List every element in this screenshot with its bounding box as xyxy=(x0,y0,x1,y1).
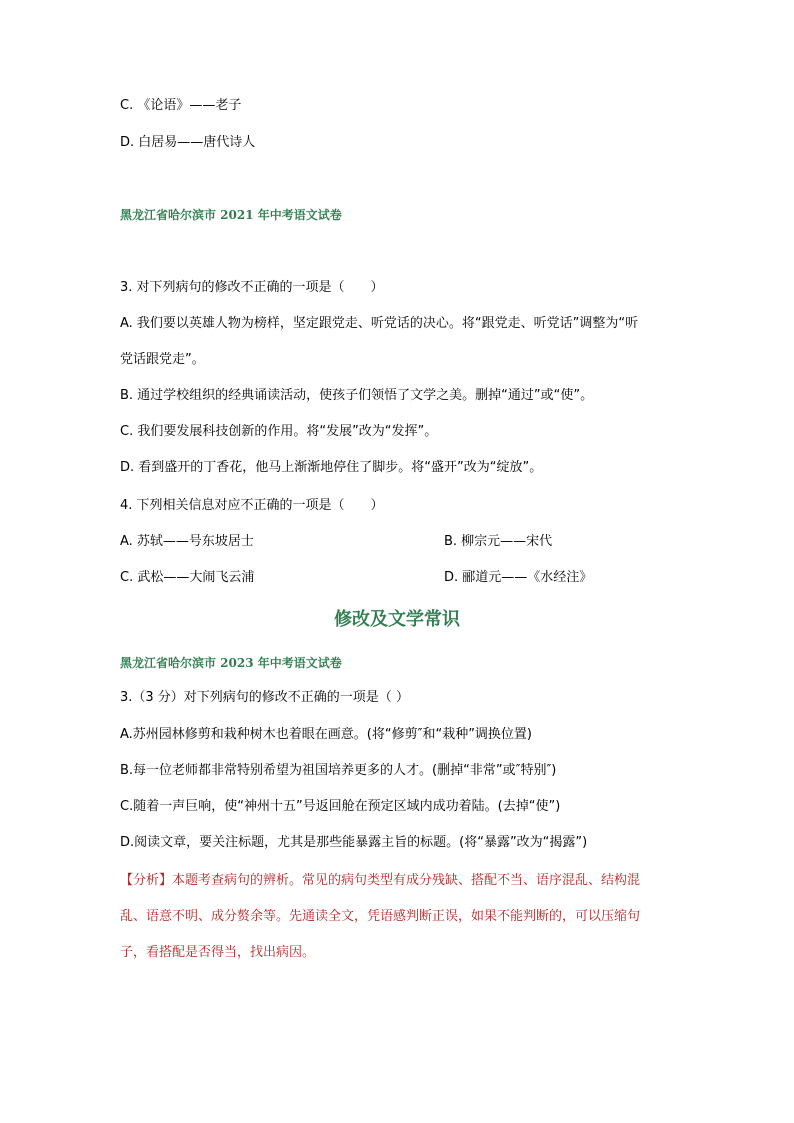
q3-2023-option-a: A.苏州园林修剪和栽种树木也着眼在画意。(将“修剪″和“栽种”调换位置) xyxy=(120,727,533,742)
q4-option-c: C. 武松——大闹飞云浦 xyxy=(120,570,255,585)
q3-2023-option-c: C.随着一声巨响，使“神州十五”号返回舱在预定区域内成功着陆。(去掉“使”) xyxy=(120,799,561,814)
q4-option-b: B. 柳宗元——宋代 xyxy=(444,534,553,549)
source-2023: 黑龙江省哈尔滨市 2023 年中考语文试卷 xyxy=(120,656,342,670)
q3-option-d: D. 看到盛开的丁香花，他马上渐渐地停住了脚步。将“盛开”改为“绽放”。 xyxy=(120,460,543,475)
option-d-line: D. 白居易——唐代诗人 xyxy=(120,135,256,150)
q3-option-b: B. 通过学校组织的经典诵读活动，使孩子们领悟了文学之美。删掉“通过”或“使”。 xyxy=(120,388,594,403)
source-2021: 黑龙江省哈尔滨市 2021 年中考语文试卷 xyxy=(120,208,342,222)
q3-2023-option-b: B.每一位老师都非常特别希望为祖国培养更多的人才。(删掉“非常”或″特别″) xyxy=(120,763,557,778)
section-heading: 修改及文学常识 xyxy=(334,609,460,630)
q4-option-d: D. 郦道元——《水经注》 xyxy=(444,570,593,585)
q3-option-c: C. 我们要发展科技创新的作用。将“发展”改为“发挥”。 xyxy=(120,424,438,439)
analysis-text-1: 本题考查病句的辨析。常见的病句类型有成分残缺、搭配不当、语序混乱、结构混 xyxy=(172,873,641,888)
q4-option-a: A. 苏轼——号东坡居士 xyxy=(120,534,254,549)
q3-2023-stem: 3.（3 分）对下列病句的修改不正确的一项是（ ） xyxy=(120,690,409,705)
option-c-line: C. 《论语》——老子 xyxy=(120,98,242,113)
q4-stem: 4. 下列相关信息对应不正确的一项是（ ） xyxy=(120,498,384,513)
analysis-line1 xyxy=(120,872,640,890)
analysis-tag: 【分析】 xyxy=(120,873,173,888)
q3-stem: 3. 对下列病句的修改不正确的一项是（ ） xyxy=(120,280,384,295)
q3-option-a-line2: 党话跟党走”。 xyxy=(120,352,205,367)
q3-option-a-line1: A. 我们要以英雄人物为榜样，坚定跟党走、听党话的决心。将“跟党走、听党话”调整为“听 xyxy=(120,316,639,331)
analysis-line3: 子，看搭配是否得当，找出病因。 xyxy=(120,945,316,960)
q3-2023-option-d: D.阅读文章，要关注标题，尤其是那些能暴露主旨的标题。(将“暴露”改为“揭露”) xyxy=(120,835,588,850)
analysis-line2: 乱、语意不明、成分赘余等。先通读全文，凭语感判断正误，如果不能判断的，可以压缩句 xyxy=(120,909,641,924)
